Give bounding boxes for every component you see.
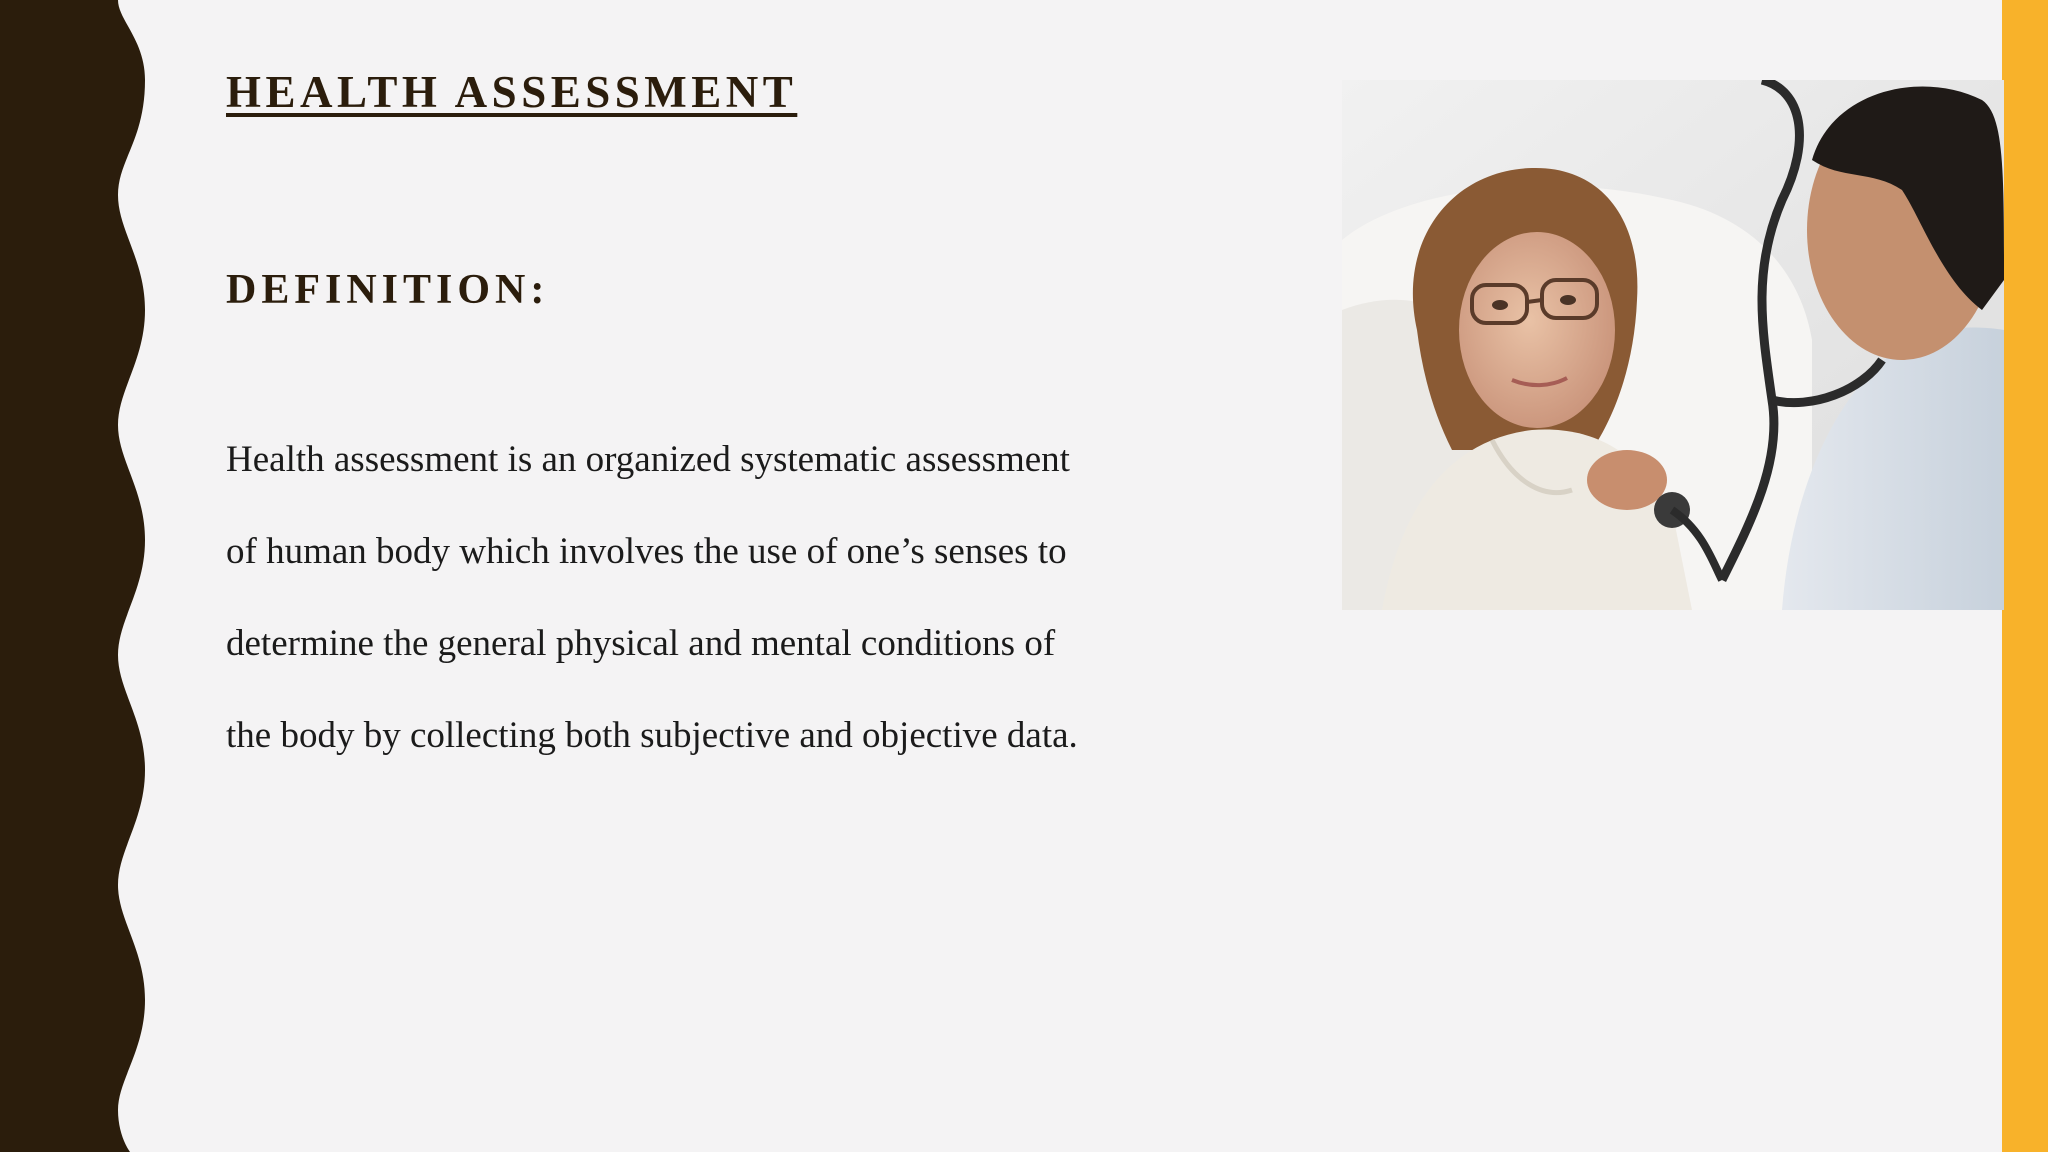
definition-line: determine the general physical and mental conditions of	[226, 623, 1056, 664]
definition-line: the body by collecting both subjective and objective data.	[226, 715, 1078, 756]
doctor-patient-photo	[1342, 80, 2004, 610]
definition-heading: DEFINITION:	[226, 267, 550, 313]
definition-text	[226, 414, 1126, 782]
left-decorative-band	[0, 0, 160, 1152]
definition-line: of human body which involves the use of one’s senses to	[226, 531, 1067, 572]
definition-line: Health assessment is an organized systematic assessment	[226, 439, 1070, 480]
right-accent-band	[2002, 0, 2048, 1152]
slide-title: HEALTH ASSESSMENT	[226, 67, 798, 117]
photo-illustration	[1342, 80, 2004, 610]
